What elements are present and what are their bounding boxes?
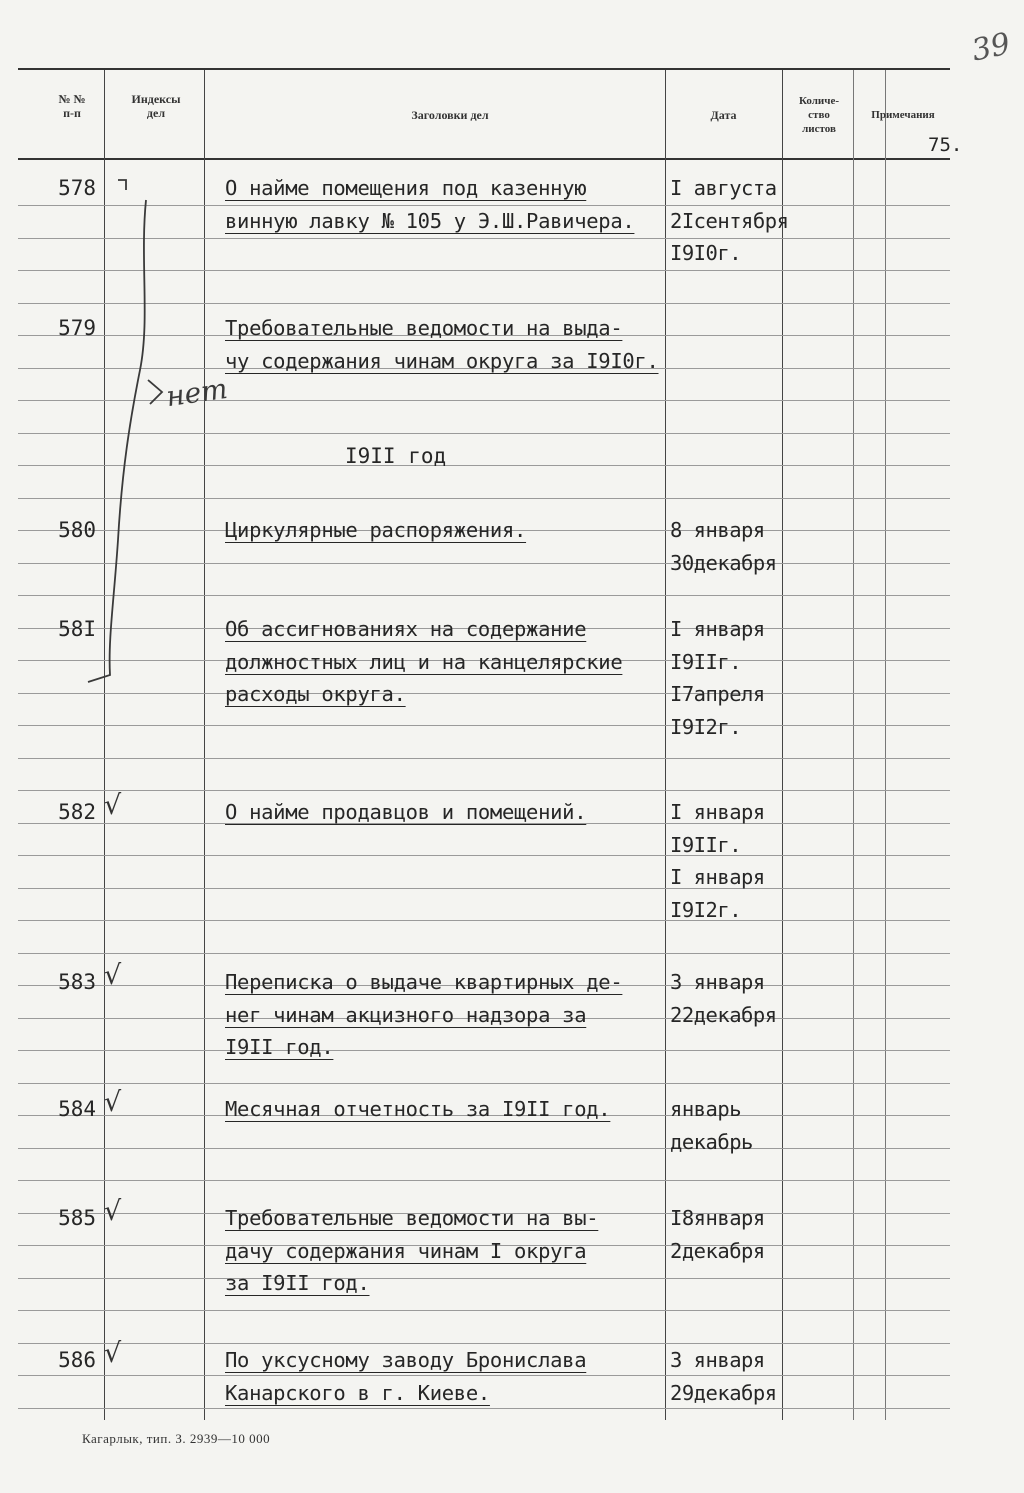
file-title-line: I9II год. xyxy=(225,1035,334,1059)
file-title-line: чу содержания чинам округа за I9I0г. xyxy=(225,348,659,373)
file-title-line: О найме помещения под казенную xyxy=(225,176,587,200)
file-title-line: Переписка о выдаче квартирных де- xyxy=(225,970,623,994)
date-entry: январь xyxy=(670,1097,742,1121)
date-entry: 2декабря xyxy=(670,1238,765,1263)
row-number: 582 xyxy=(58,800,96,824)
check-mark: √ xyxy=(104,960,122,991)
date-entry: 3 января xyxy=(670,1348,765,1372)
row-number: 580 xyxy=(58,518,96,542)
row-number: 585 xyxy=(58,1206,96,1230)
date-entry: 3 января xyxy=(670,970,765,994)
file-title-line: должностных лиц и на канцелярские xyxy=(225,649,623,674)
check-mark: √ xyxy=(104,790,122,821)
row-number: 586 xyxy=(58,1348,96,1372)
date-entry: 8 января xyxy=(670,518,765,542)
check-mark: √ xyxy=(104,1087,122,1118)
date-entry: I января xyxy=(670,800,765,824)
row-number: 578 xyxy=(58,176,96,200)
file-title-line: Циркулярные распоряжения. xyxy=(225,518,527,542)
date-entry: 30декабря xyxy=(670,550,777,575)
date-entry: I9I2г. xyxy=(670,897,742,922)
year-heading: I9II год xyxy=(345,444,447,468)
header-number: № № п-п xyxy=(58,92,86,120)
row-number: 583 xyxy=(58,970,96,994)
file-title-line: По уксусному заводу Бронислава xyxy=(225,1348,587,1372)
row-number: 584 xyxy=(58,1097,96,1121)
check-mark: √ xyxy=(104,1196,122,1227)
row-number: 58I xyxy=(58,617,96,641)
handwritten-page-mark: 39 xyxy=(968,26,1014,69)
file-title-line: дачу содержания чинам I округа xyxy=(225,1238,587,1263)
header-index: Индексы дел xyxy=(131,92,181,120)
date-entry: I августа xyxy=(670,176,777,200)
date-entry: I9I2г. xyxy=(670,714,742,739)
header-date: Дата xyxy=(710,108,737,122)
check-mark: √ xyxy=(104,1338,122,1369)
file-title-line: за I9II год. xyxy=(225,1271,370,1295)
date-entry: декабрь xyxy=(670,1129,753,1154)
file-title-line: Месячная отчетность за I9II год. xyxy=(225,1097,611,1121)
date-entry: I7апреля xyxy=(670,682,765,706)
date-entry: 2Iсентября xyxy=(670,208,789,233)
date-entry: I9I0г. xyxy=(670,241,742,265)
file-title-line: нег чинам акцизного надзора за xyxy=(225,1002,587,1027)
header-titles: Заголовки дел xyxy=(411,108,489,122)
header-sheets: Количе- ство листов xyxy=(798,95,840,135)
date-entry: I9IIг. xyxy=(670,649,742,674)
date-entry: I9IIг. xyxy=(670,832,742,857)
file-title-line: Требовательные ведомости на вы- xyxy=(225,1206,599,1230)
date-entry: I января xyxy=(670,865,765,889)
handwritten-margin-note: нет xyxy=(164,371,230,414)
date-entry: 29декабря xyxy=(670,1380,777,1405)
row-number: 579 xyxy=(58,316,96,340)
date-entry: I8января xyxy=(670,1206,765,1230)
file-title-line: винную лавку № 105 у Э.Ш.Равичера. xyxy=(225,208,635,233)
printer-footer: Кагарлык, тип. З. 2939—10 000 xyxy=(82,1431,271,1446)
header-notes: Примечания xyxy=(871,109,935,121)
date-entry: I января xyxy=(670,617,765,641)
file-title-line: Требовательные ведомости на выда- xyxy=(225,316,623,340)
file-title-line: расходы округа. xyxy=(225,682,406,706)
file-title-line: Канарского в г. Киеве. xyxy=(225,1380,490,1405)
file-title-line: Об ассигнованиях на содержание xyxy=(225,617,587,641)
date-entry: 22декабря xyxy=(670,1002,777,1027)
sheet-number: 75. xyxy=(928,134,963,156)
file-title-line: О найме продавцов и помещений. xyxy=(225,800,587,824)
